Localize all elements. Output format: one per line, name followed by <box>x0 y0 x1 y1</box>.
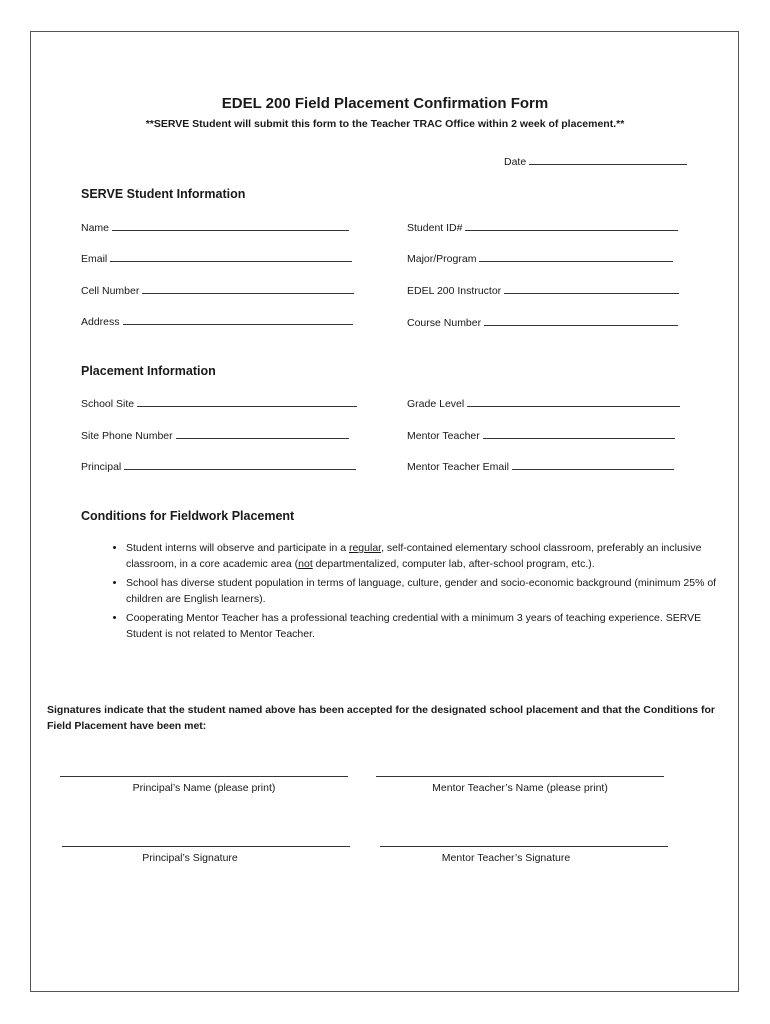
instructor-field[interactable] <box>407 284 679 297</box>
course-number-field[interactable] <box>407 316 678 329</box>
course-number-line <box>484 316 678 326</box>
principal-label: Principal <box>81 461 122 473</box>
condition-item-diversity <box>126 575 726 607</box>
condition-text: Cooperating Mentor Teacher has a professional teaching credential with a minimum 3 years of teaching experience. SERVE Student is not related to Mentor Teacher. <box>126 612 702 640</box>
mentor-teacher-field[interactable] <box>407 429 675 442</box>
conditions-heading: Conditions for Fieldwork Placement <box>81 509 295 523</box>
instructor-label: EDEL 200 Instructor <box>407 285 502 297</box>
condition-item-mentor <box>126 610 726 642</box>
placement-info-heading: Placement Information <box>81 364 216 378</box>
principal-field[interactable] <box>81 460 356 473</box>
student-id-field[interactable] <box>407 221 678 234</box>
condition-text: Student interns will observe and participate in a <box>126 542 349 554</box>
date-label: Date <box>504 156 527 168</box>
mentor-email-label: Mentor Teacher Email <box>407 461 509 473</box>
student-info-heading: SERVE Student Information <box>81 187 246 201</box>
site-phone-field[interactable] <box>81 429 349 442</box>
grade-level-line <box>467 397 680 407</box>
condition-text: departmentalized, computer lab, after-school program, etc.). <box>312 558 595 570</box>
conditions-list <box>100 540 726 645</box>
mentor-email-field[interactable] <box>407 460 674 473</box>
name-label: Name <box>81 222 110 234</box>
form-title: EDEL 200 Field Placement Confirmation Form <box>221 95 549 112</box>
mentor-name-caption: Mentor Teacher’s Name (please print) <box>432 782 608 794</box>
principal-name-line[interactable] <box>60 776 348 777</box>
condition-emphasis-regular: regular <box>348 542 382 554</box>
mentor-teacher-label: Mentor Teacher <box>407 430 480 442</box>
principal-line <box>124 460 356 470</box>
condition-text: , self-contained elementary school classroom, preferably an inclusive classroom, in a core academic area ( <box>126 542 702 570</box>
condition-text: School has diverse student population in terms of language, culture, gender and socio-economic background (minimum 25% of children are English learners). <box>126 577 717 605</box>
cell-line <box>142 284 354 294</box>
principal-signature-line[interactable] <box>62 846 350 847</box>
school-site-label: School Site <box>81 398 135 410</box>
mentor-signature-line[interactable] <box>380 846 668 847</box>
grade-level-label: Grade Level <box>407 398 465 410</box>
major-field[interactable] <box>407 252 673 265</box>
site-phone-line <box>176 429 349 439</box>
mentor-teacher-line <box>483 429 675 439</box>
course-number-label: Course Number <box>407 317 482 329</box>
form-subtitle: **SERVE Student will submit this form to the Teacher TRAC Office within 2 week of placement.** <box>145 118 625 130</box>
student-id-label: Student ID# <box>407 222 463 234</box>
school-site-line <box>137 397 357 407</box>
address-line <box>123 315 353 325</box>
grade-level-field[interactable] <box>407 397 680 410</box>
mentor-name-line[interactable] <box>376 776 664 777</box>
major-line <box>479 252 673 262</box>
address-field[interactable] <box>81 315 353 328</box>
email-label: Email <box>81 253 108 265</box>
name-line <box>112 221 349 231</box>
mentor-email-line <box>512 460 674 470</box>
date-field[interactable] <box>504 155 687 168</box>
condition-item-classroom <box>126 540 726 572</box>
condition-emphasis-not: not <box>298 558 313 570</box>
cell-field[interactable] <box>81 284 354 297</box>
instructor-line <box>504 284 679 294</box>
email-field[interactable] <box>81 252 352 265</box>
mentor-signature-caption: Mentor Teacher’s Signature <box>441 852 571 864</box>
date-line <box>529 155 687 165</box>
student-id-line <box>465 221 678 231</box>
school-site-field[interactable] <box>81 397 357 410</box>
email-line <box>110 252 352 262</box>
cell-label: Cell Number <box>81 285 140 297</box>
name-field[interactable] <box>81 221 349 234</box>
principal-name-caption: Principal’s Name (please print) <box>132 782 276 794</box>
major-label: Major/Program <box>407 253 477 265</box>
signature-intro: Signatures indicate that the student named above has been accepted for the designated school placement and that the Conditions for Field Placement have been met: <box>47 704 716 732</box>
address-label: Address <box>81 316 120 328</box>
principal-signature-caption: Principal’s Signature <box>142 852 238 864</box>
site-phone-label: Site Phone Number <box>81 430 173 442</box>
